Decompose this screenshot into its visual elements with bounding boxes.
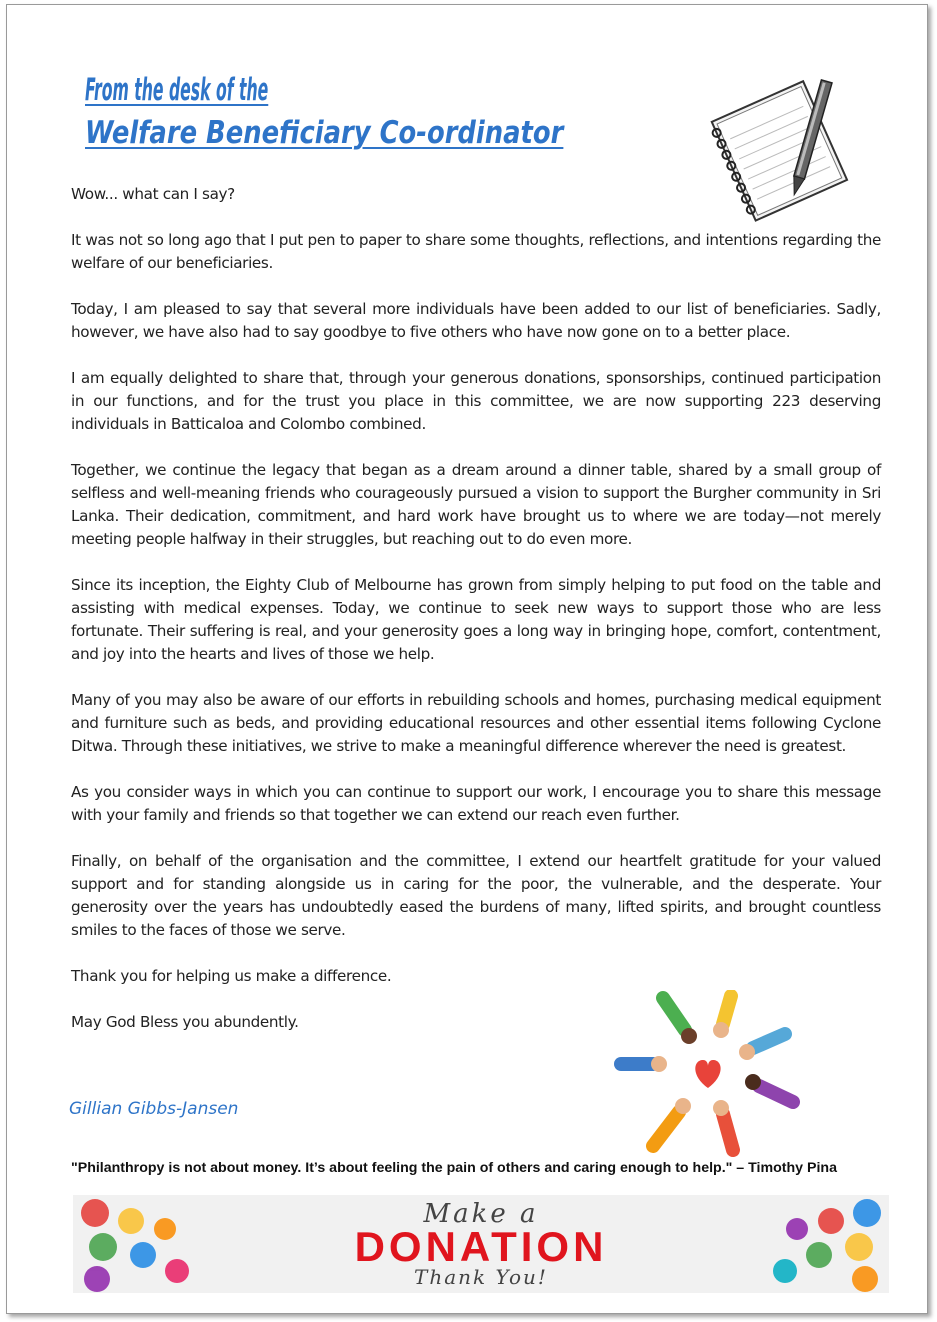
banner-donation-word: DONATION	[354, 1223, 608, 1270]
signature: Gillian Gibbs-Jansen	[69, 1099, 239, 1119]
paragraph: Wow... what can I say?	[71, 185, 235, 203]
paragraph: Finally, on behalf of the organisation and the committee, I extend our heartfelt gratitude for your valued support and for standing alongside us in caring for the poor, the vulnerable, and the desperate. Your generosity over the years has undoubtedly eased the burdens of many, lifted spirits, and brought countless smiles to the faces of those we serve.	[71, 852, 881, 939]
paragraph: May God Bless you abundently.	[71, 1013, 299, 1031]
banner-line-3: Thank You!	[414, 1265, 548, 1289]
banner-line-1: Make a	[423, 1199, 539, 1229]
paragraph: It was not so long ago that I put pen to paper to share some thoughts, reflections, and intentions regarding the welfare of our beneficiaries.	[71, 231, 881, 272]
paragraph: Since its inception, the Eighty Club of Melbourne has grown from simply helping to put food on the table and assisting with medical expenses. Today, we continue to seek new ways to support those who are less fortunate. Their suffering is real, and your generosity goes a long way in bringing hope, comfort, contentment, and joy into the hearts and lives of those we help.	[71, 576, 881, 663]
hands-heart-icon	[613, 990, 803, 1158]
paragraph: As you consider ways in which you can continue to support our work, I encourage you to share this message with your family and friends so that together we can extend our reach even further.	[71, 783, 881, 824]
title-line-2: Welfare Beneficiary Co-ordinator	[85, 115, 564, 151]
paragraph: Together, we continue the legacy that began as a dream around a dinner table, shared by a small group of selfless and well-meaning friends who courageously pursued a vision to support the Burgher community in Sri Lanka. Their dedication, commitment, and hard work have brought us to where we are today—not merely meeting people halfway in their struggles, but reaching out to do even more.	[71, 461, 881, 548]
donation-banner	[73, 1195, 889, 1293]
paragraph: Thank you for helping us make a difference.	[71, 967, 392, 985]
page-title	[85, 69, 659, 155]
quote: "Philanthropy is not about money. It’s about feeling the pain of others and caring enough to help." – Timothy Pina	[71, 1160, 837, 1176]
paragraph: I am equally delighted to share that, through your generous donations, sponsorships, continued participation in our functions, and for the trust you place in this committee, we are now supporting 223 deserving individuals in Batticaloa and Colombo combined.	[71, 369, 881, 433]
paragraph: Today, I am pleased to say that several more individuals have been added to our list of beneficiaries. Sadly, however, we have also had to say goodbye to five others who have now gone on to a better place.	[71, 300, 881, 341]
letter-page	[6, 4, 928, 1314]
paragraph: Many of you may also be aware of our efforts in rebuilding schools and homes, purchasing medical equipment and furniture such as beds, and providing educational resources and other essential items following Cyclone Ditwa. Through these initiatives, we strive to make a meaningful difference wherever the need is greatest.	[71, 691, 881, 755]
letter-body	[71, 183, 881, 1057]
title-line-1: From the desk of the	[85, 72, 269, 108]
